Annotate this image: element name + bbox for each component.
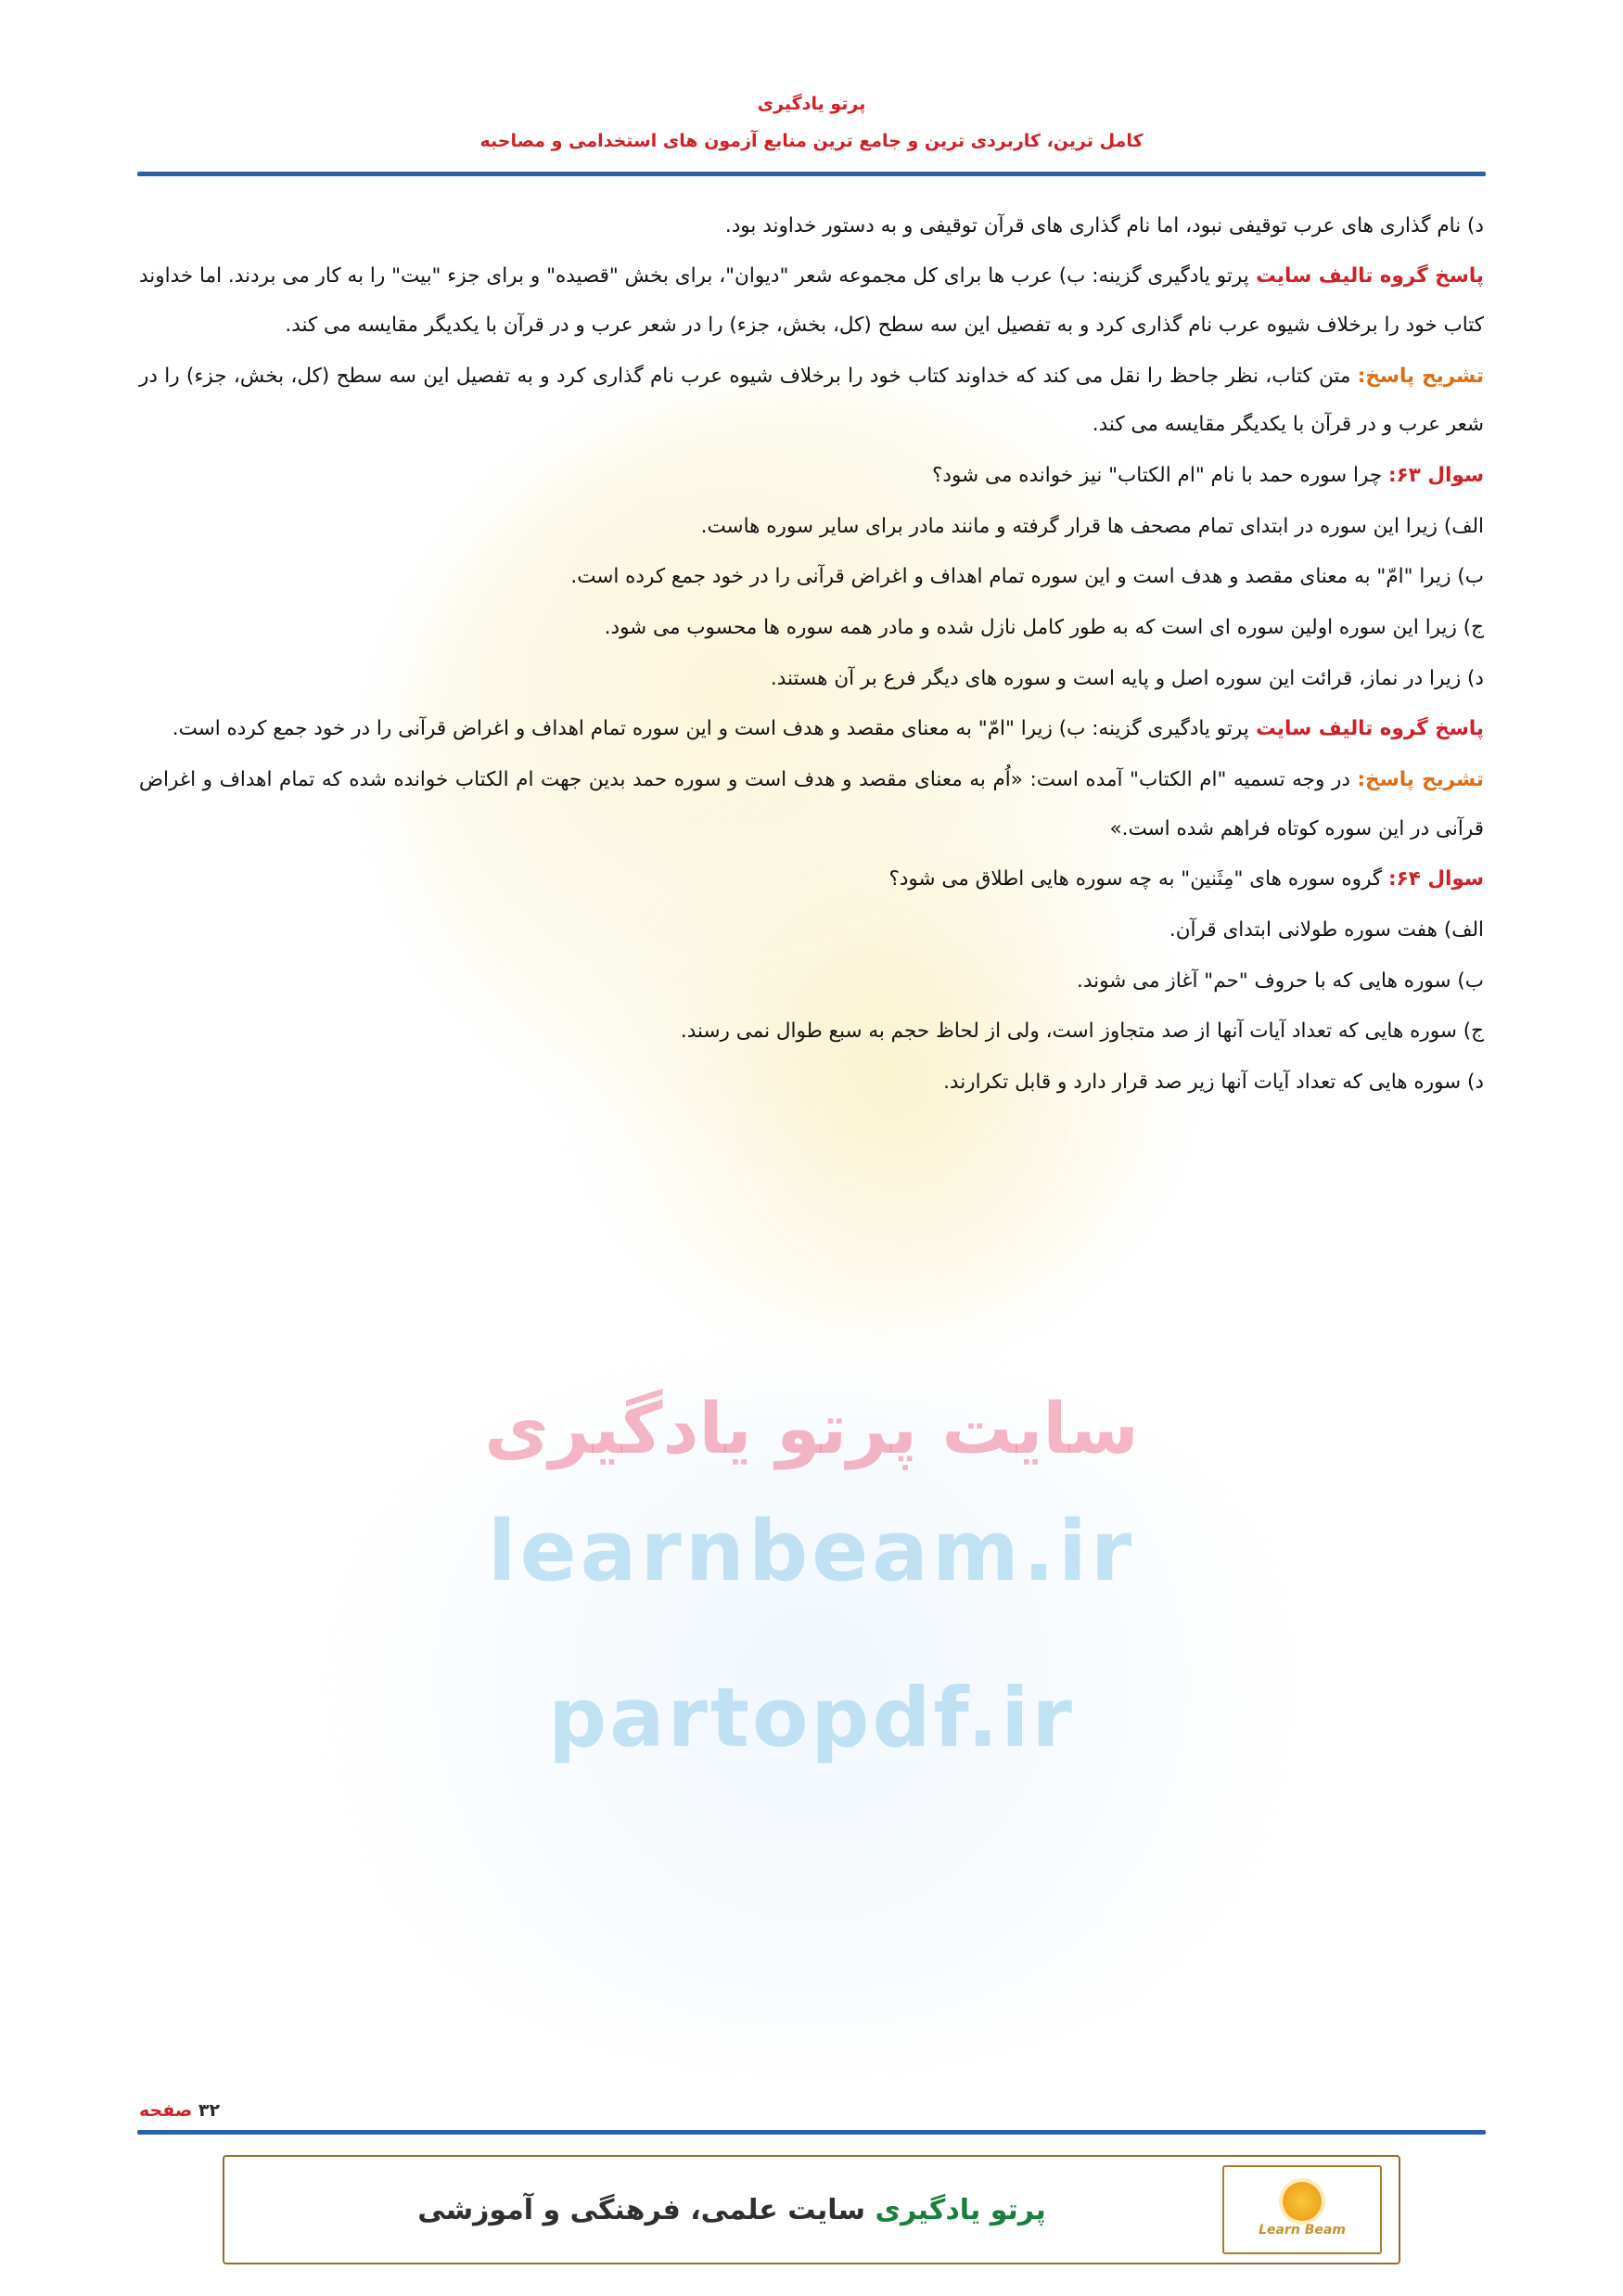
sun-icon bbox=[1283, 2182, 1322, 2221]
question-63 bbox=[139, 452, 1484, 501]
answer-1-head: پاسخ گروه تالیف سایت bbox=[1248, 264, 1484, 289]
footer-tagline-text: سایت علمی، فرهنگی و آموزشی bbox=[417, 2193, 866, 2226]
watermark-partopdf: partopdf.ir bbox=[548, 1670, 1075, 1765]
answer-1-choice: گزینه: ب) bbox=[1058, 264, 1148, 289]
page-content bbox=[0, 0, 1623, 1108]
question-63-option-d: د) زیرا در نماز، قرائت این سوره اصل و پایه است و سوره های دیگر فرع بر آن هستند. bbox=[770, 666, 1484, 690]
answer-block-1 bbox=[139, 252, 1484, 350]
question-64-label: سوال ۶۴: bbox=[1388, 867, 1484, 891]
question-64-option-a: الف) هفت سوره طولانی ابتدای قرآن. bbox=[1169, 918, 1484, 942]
question-64-text: گروه سوره های "مِثَنین" به چه سوره هایی اطلاق می شود؟ bbox=[888, 867, 1388, 891]
footer-tagline bbox=[241, 2194, 1222, 2226]
header-divider bbox=[137, 172, 1486, 176]
question-64-option-c: ج) سوره هایی که تعداد آیات آنها از صد متجاوز است، ولی از لحاظ حجم به سبع طوال نمی رسند. bbox=[680, 1020, 1484, 1044]
explanation-block-1 bbox=[139, 353, 1484, 450]
footer-banner bbox=[223, 2155, 1400, 2264]
answer-2-head: پاسخ گروه تالیف سایت bbox=[1248, 717, 1484, 741]
page-number-area bbox=[139, 2100, 1623, 2121]
answer-2-choice: گزینه: ب) bbox=[1058, 717, 1148, 741]
question-63-option-c: ج) زیرا این سوره اولین سوره ای است که به طور کامل نازل شده و مادر همه سوره ها محسوب می شود. bbox=[604, 615, 1484, 639]
answer-1-brand: پرتو یادگیری bbox=[1147, 264, 1249, 289]
header-title: پرتو یادگیری bbox=[757, 94, 866, 114]
watermark-site-fa: سایت پرتو یادگیری bbox=[484, 1387, 1139, 1469]
logo-text: Learn Beam bbox=[1259, 2223, 1346, 2238]
answer-2-brand: پرتو یادگیری bbox=[1147, 717, 1249, 741]
answer-block-2 bbox=[139, 705, 1484, 754]
question-63-option-b: ب) زیرا "امّ" به معنای مقصد و هدف است و این سوره تمام اهداف و اغراض قرآنی را در خود جمع کرده است. bbox=[570, 565, 1484, 589]
watermark-learnbeam: learnbeam.ir bbox=[487, 1503, 1136, 1600]
answer-2-text: زیرا "امّ" به معنای مقصد و هدف است و این سوره تمام اهداف و اغراض قرآنی را در خود جمع کرده است. bbox=[172, 717, 1059, 741]
question-64 bbox=[139, 855, 1484, 904]
page-number-value: ۳۲ bbox=[198, 2100, 221, 2121]
question-63-label: سوال ۶۳: bbox=[1388, 463, 1484, 487]
answer-1-text: عرب ها برای کل مجموعه شعر "دیوان"، برای بخش "قصیده" و برای جزء "بیت" را به کار می بردند. اما خداوند کتاب خود را برخلاف شیوه عرب نام گذاری کرد و به تفصیل این سه سطح (کل، بخش، جزء) را در شعر عرب و در قرآن با یکدیگر مقایسه می کند. bbox=[139, 264, 1484, 337]
explanation-2-label: تشریح پاسخ: bbox=[1357, 767, 1484, 791]
learnbeam-logo bbox=[1222, 2165, 1382, 2254]
previous-option-d: د) نام گذاری های عرب توقیفی نبود، اما نام گذاری های قرآن توقیفی و به دستور خداوند بود. bbox=[724, 213, 1484, 237]
explanation-block-2 bbox=[139, 756, 1484, 853]
explanation-1-label: تشریح پاسخ: bbox=[1357, 364, 1484, 388]
question-64-option-b: ب) سوره هایی که با حروف "حم" آغاز می شوند. bbox=[1076, 968, 1484, 993]
page-body bbox=[139, 202, 1484, 1108]
question-63-text: چرا سوره حمد با نام "ام الکتاب" نیز خوانده می شود؟ bbox=[932, 463, 1388, 487]
question-63-option-a: الف) زیرا این سوره در ابتدای تمام مصحف ها قرار گرفته و مانند مادر برای سایر سوره هاست. bbox=[700, 514, 1484, 538]
footer-divider bbox=[137, 2130, 1486, 2135]
explanation-1-text: متن کتاب، نظر جاحظ را نقل می کند که خداوند کتاب خود را برخلاف شیوه عرب نام گذاری کرد و به تفصیل این سه سطح (کل، بخش، جزء) را در شعر عرب و در قرآن با یکدیگر مقایسه می کند. bbox=[139, 364, 1484, 437]
page-number-label: صفحه bbox=[139, 2100, 193, 2121]
background-blob-blue bbox=[278, 1392, 1345, 2041]
question-64-option-d: د) سوره هایی که تعداد آیات آنها زیر صد قرار دارد و قابل تکرارند. bbox=[943, 1071, 1484, 1095]
page-header bbox=[0, 0, 1623, 157]
page-footer bbox=[0, 2100, 1623, 2296]
footer-brand: پرتو یادگیری bbox=[875, 2193, 1046, 2226]
header-subtitle: کامل ترین، کاربردی ترین و جامع ترین منابع آزمون های استخدامی و مصاحبه bbox=[479, 131, 1144, 152]
explanation-2-text: در وجه تسمیه "ام الکتاب" آمده است: «اُم به معنای مقصد و هدف است و سوره حمد بدین جهت ام الکتاب خوانده شده که تمام اهداف و اغراض قرآنی در این سوره کوتاه فراهم شده است.» bbox=[139, 767, 1484, 840]
